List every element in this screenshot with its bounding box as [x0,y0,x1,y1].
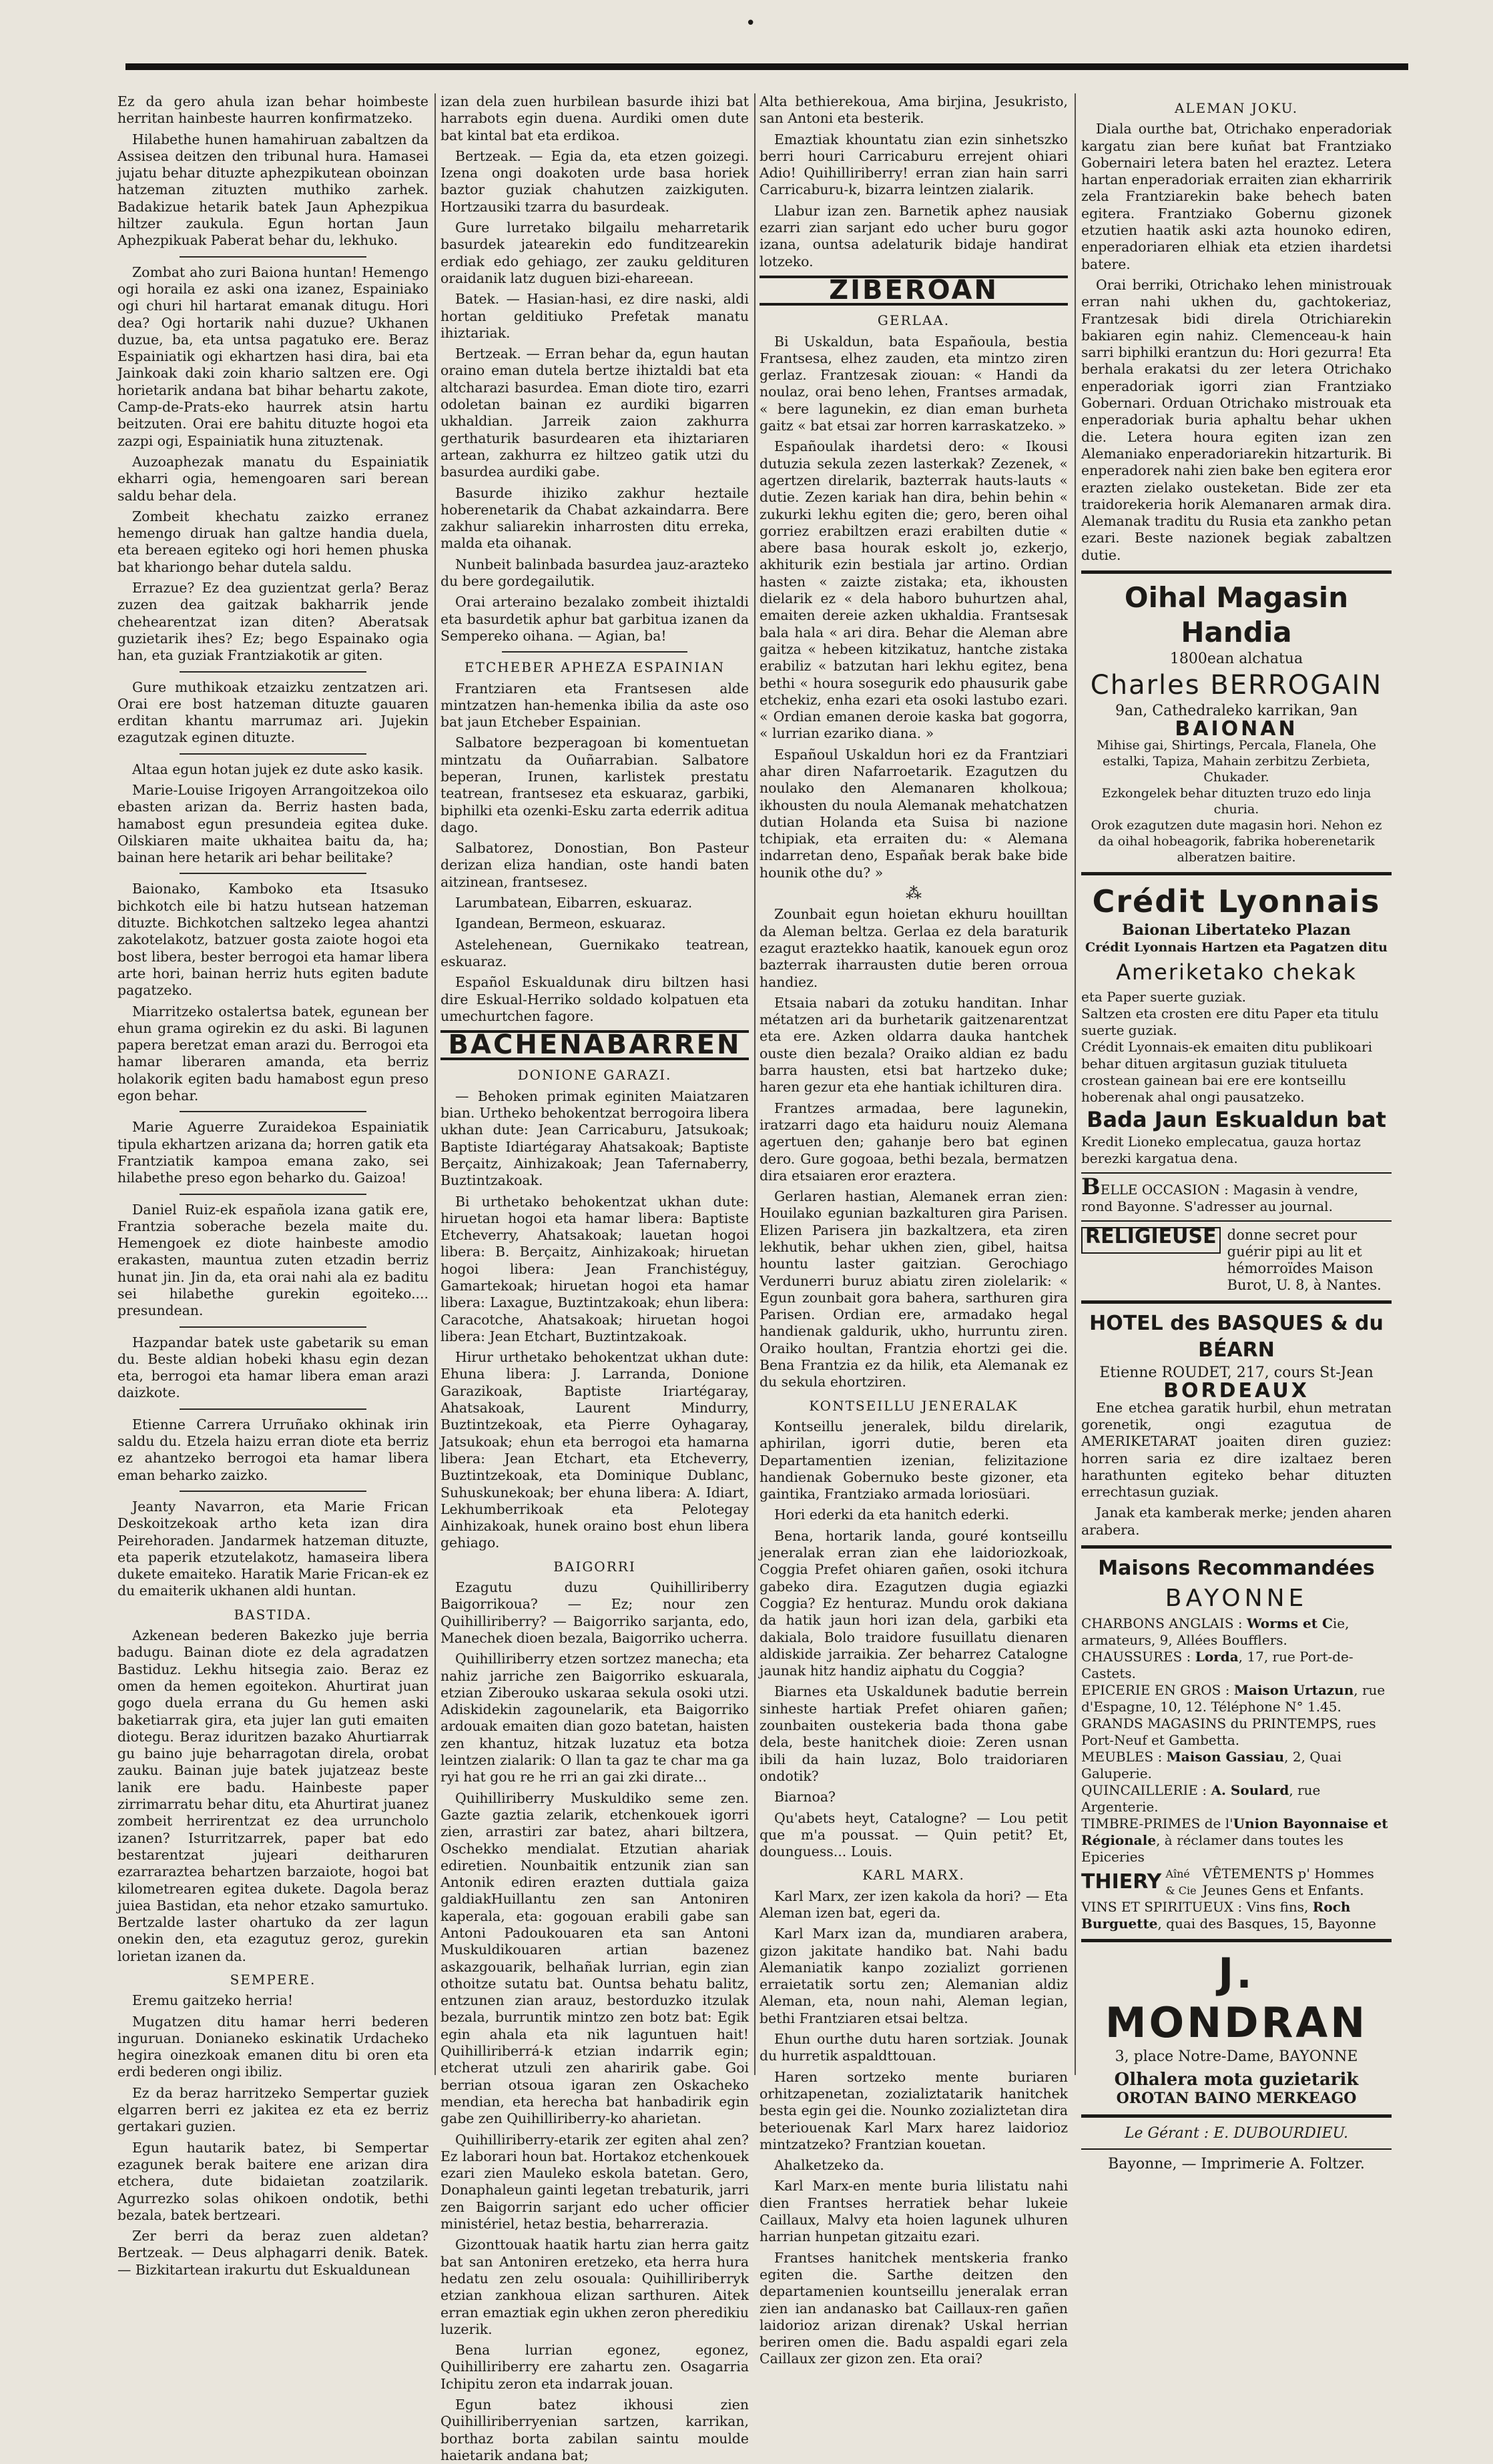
section-title-sempere: SEMPERE. [230,1971,316,1988]
ad-line: Olhalera mota guzietarik [1114,2069,1359,2090]
ad-list-item [1081,1782,1392,1815]
ad-line: Crédit Lyonnais Hartzen eta Pagatzen ditu [1085,940,1388,955]
paragraph: Hori ederki da eta hanitch ederki. [774,1507,1010,1523]
paragraph: Baionako, Kamboko eta Itsasuko bichkotch eile bi hatzu hutsean hatzeman dituzte. Bichkotchen saltzeko legea ahantzi zakotelakotz, batzuer gosta zaiote hogoi eta bost libera, bester berrogoi eta hamar libera arte hori, bainan herriz huts egiten badute pagatzeko. [117,881,428,999]
ad-item-label: EPICERIE EN GROS : [1081,1681,1234,1698]
column-3 [760,93,1068,2367]
ad-item-text: , rue d'Espagne, 10, 12. Téléphone N° 1.45. [1081,1681,1386,1715]
ad-note: Crédit Lyonnais-ek emaiten ditu publikoari behar dituen argitasun guziak titulueta crostean gainean bai ere ere kontseillu hoberenak ahal ongi pausatzeko. [1081,1039,1373,1106]
paragraph: Biarnoa? [774,1789,836,1805]
separator [180,1326,366,1328]
separator [180,873,366,874]
ad-year: 1800ean alchatua [1169,651,1303,668]
ad-items: Mihise gai, Shirtings, Percala, Flanela, Ohe estalki, Tapiza, Mahain zerbitzu Zerbieta, Chukader. [1096,738,1377,785]
ad-item-label: VINS ET SPIRITUEUX : Vins fins, [1081,1898,1313,1915]
ad-title: HOTEL des BASQUES & du BÉARN [1089,1312,1384,1362]
ad-item-text: Aîné & C [1165,1867,1190,1897]
paragraph: Bertzeak. — Egia da, eta etzen goizegi. Izena ongi doakoten urde basa horiek baztor guziak chahutzen zaizkiguten. Hortzausiki tzarra du basurdeak. [440,147,749,215]
paragraph: Diala ourthe bat, Otrichako enperadoriak kargatu zian bere kuñat bat Frantziako Gobernairi letera baten hel eraztez. Letera hartan enperadoriak erraiten zian ekharririk zela Frantziarekin bake behech baten egitera. Frantziako Gobernu gizonek etzutien haatik aski azta hounoko ediren, enperadoriaren elhiak eta etzien ihardetsi batere. [1081,121,1392,272]
paragraph: Egun hautarik batez, bi Sempertar ezagunek berak baitere ene arizan dira etchera, dute bidaietan zoatzilarik. Agurrezko solas ohikoen ondotik, bethi bezala, batek bertzeari. [117,2139,428,2223]
paragraph: Marie-Louise Irigoyen Arrangoitzekoa oilo ebasten arizan da. Berriz hasten bada, hamabost egun presundeia egitea duke. Oilskiaren maite ukhaitea baitu da, ha; bainan here hetarik ari behar beilitake? [117,781,428,866]
section-title-marx: KARL MARX. [862,1867,965,1884]
ad-item-label: TIMBRE-PRIMES de l' [1081,1815,1233,1831]
ad-item-label: MEUBLES : [1081,1748,1167,1765]
ad-rule [1081,2148,1392,2150]
ad-list-item [1081,1649,1392,1682]
ad-religieuse [1081,1227,1392,1294]
ad-item-text: , quai des Basques, 15, Bayonne [1157,1915,1376,1932]
paragraph: Igandean, Bermeon, eskuaraz. [455,915,666,932]
paragraph: Ez da gero ahula izan behar hoimbeste herritan hainbeste haurren konfirmatzeko. [117,93,428,127]
ad-item-label: CHARBONS ANGLAIS : [1081,1615,1247,1631]
ad-rule [1081,1172,1392,1174]
paragraph: Quihilliriberry-etarik zer egiten ahal zen? Ez laborari houn bat. Hortakoz etchenkouek ezari zien Mauleko eskola batetan. Gero, Donaphaleun gainti legetan trebaturik, jarri zen Baigorrin sarjant edo ucher officier ministériel, hetaz bestia, beharrerazia. [440,2131,749,2232]
paragraph: Hilabethe hunen hamahiruan zabaltzen da Assisea deitzen den tribunal hura. Hamasei jujatu behar dituzte aphezpikutean oboinzan hatzeman zituzten muthiko zarhek. Badakizue hetarik batek Jaun Aphezpikua hiltzer zaukula. Egun hortan Jaun Aphezpikuak Paberat behar du, lekhuko. [117,131,428,249]
paragraph: Zer berri da beraz zuen aldetan? Bertzeak. — Deus alphagarri denik. Batek. — Bizkitartean irakurtu dut Eskualdunean [117,2228,428,2278]
ad-rule [1081,1939,1392,1942]
paragraph: Gerlaren hastian, Alemanek erran zien: Houilako egunian bazkalturen gira Parisen. Elizen Parisera jin bazkaltzera, eta ziren lekhutik, behar ukhen zien, gibel, haitsa hountu laster gaitzian. Gerochiago Verdunerri buruz abiatu ziren ziolelarik: « Egun zounbait gora bahera, sarthuren gira Parisen. Ordian ere, armadako hegal handienak galdurik, ukho, hurruntu ziren. Oraiko houltan, Frantzia ehortzi gei die. Bena Frantzia ez da hilik, eta Alemanak ez du sekula ehortziren. [760,1188,1068,1390]
ad-item-text: , 17, rue Port-de-Castets. [1081,1648,1354,1681]
ad-hotel [1081,1310,1392,1539]
paragraph: Gizonttouak haatik hartu zian herra gaitz bat san Antoniren eretzeko, eta herra hura hedatu zen zelu osouala: Quihilliriberryk etzian zankhoua elizan sarthuren. Aitek erran emaztiak egin ukhen zeron pheredikiu luzerik. [440,2236,749,2337]
paragraph: Bi urthetako behokentzat ukhan dute: hiruetan hogoi eta hamar libera: Baptiste Etcheverry, Ahatsakoak; lauetan hogoi libera: B. Berçaitz, Ainhizakoak; hiruetan hogoi libera: Jean Franchistéguy, Gamartekoak; hiruetan hogoi eta hamar libera: Laxague, Buztintzakoak; ehun libera: Caracotche, Ahatsakoak; hiruetan hogoi libera: Jean Etchart, Buztintzakoak. [440,1193,749,1344]
paragraph: Hirur urthetako behokentzat ukhan dute: Ehuna libera: J. Larranda, Donione Garazikoak, Baptiste Iriartégaray, Ahatsakoak, Laurent Mindurry, Buztintzekoak, eta Pierre Oyhagaray, Jatsukoak; ehun eta berrogoi eta hamarna libera: Jean Etchart, eta Etcheverry, Buztintzekoak, eta Dominique Dublanc, Suhuskunekoak; ber ehuna libera: A. Idiart, Lekhumberrikoak eta Pelotegay Ainhizakoak, hunek oraino bost ehun libera gehiago. [440,1349,749,1551]
ad-item-text: , 2, Quai Galuperie. [1081,1748,1341,1781]
paragraph: Egun batez ikhousi zien Quihilliriberryenian sartzen, karrikan, borthaz borta zabilan saintu moulde haietarik andana bat; [440,2397,749,2463]
ad-note: Orok ezagutzen dute magasin hori. Nehon ez da oihal hobeagorik, fabrika hoberenetarik alberatzen baitire. [1091,818,1382,865]
ad-list-item [1081,1682,1392,1715]
ad-rule [1081,872,1392,875]
paragraph: Frantziaren eta Frantsesen alde mintzatzen han-hemenka ibilia da aste oso bat jaun Etcheber Espainian. [440,680,749,731]
paragraph: Karl Marx, zer izen kakola da hori? — Eta Aleman izen bat, egeri da. [760,1888,1068,1921]
paragraph: Bi Uskaldun, bata Españoula, bestia Frantsesa, elhez zauden, eta mintzo ziren gerlaz. Frantzesak ziouan: « Handi da noulaz, orai beno lehen, Frantses armadak, « bere lagunekin, ez dian eman burheta gaitz « bat etsai zar horren karraskatzeko. » [760,333,1068,434]
paragraph: Batek. — Hasian-hasi, ez dire naski, aldi hortan gelditiuko Prefetak manatu ihiztariak. [440,291,749,341]
paragraph: Astelehenean, Guernikako teatrean, eskuaraz. [440,936,749,969]
paragraph: Gure lurretako bilgailu meharretarik basurdek jatearekin edo funditzearekin erdiak edo gehiago, zer zauku geldituren oraidanik latz duguen bizi-ehareean. [440,220,749,286]
ad-list-item [1081,1815,1392,1866]
ad-dropcap: B [1081,1174,1101,1201]
asterism: ⁂ [906,884,922,903]
paragraph: Qu'abets heyt, Catalogne? — Lou petit que m'a poussat. — Quin petit? Et, dounguess... Louis. [760,1809,1068,1860]
paragraph: Zombeit khechatu zaizko erranez hemengo diruak han galtze handia duela, eta bereaen egiteko ogi hori hemen phuska bat khariongo behar dutela saldu. [117,508,428,575]
paragraph: Karl Marx izan da, mundiaren arabera, gizon jakitate handiko bat. Nahi badu Alemaniatik kanpo zozializt gorrienen erraietatik sortu zen; Alemanian aldiz Aleman, eta, noun nahi, Aleman legian, bethi Frantziaren etsai beltza. [760,1926,1068,2026]
paragraph: Daniel Ruiz-ek española izana gatik ere, Frantzia soberache bezela maite du. Hemengoek ez diote hainbeste amodio erakasten, mauntua zuten etzadin berriz hunat jin. Jin da, eta orai nahi ala ez baditu sei hilabethe gurekin egoiteko.... presundean. [117,1201,428,1319]
ad-title: J. MONDRAN [1105,1948,1368,2047]
section-title-baigorri: BAIGORRI [553,1558,636,1575]
paragraph: Biarnes eta Uskaldunek badutie berrein sinheste hartiak Prefet ohiaren gañen; zounbaiten oustekeria bada thona gabe dela, beste hanitchek dioie: Zeren usnan ibili da hain luzaz, Bolo traidoriaren ondotik? [760,1683,1068,1784]
paragraph: Frantzes armadaa, bere lagunekin, iratzarri dago eta haiduru nouiz Alemana agertuen den; gahanje bero bat eginen dero. Gure gogoaa, bethi bezala, bermatzen dira etsaiaren eror eraztera. [760,1100,1068,1184]
ad-item-name: THIERY [1081,1870,1162,1894]
ad-note: Kredit Lioneko emplecatua, gauza hortaz berezki kargatua dena. [1081,1134,1361,1167]
paragraph: Gure muthikoak etzaizku zentzatzen ari. Orai ere bost hatzeman dituzte gauaren erditan khantu marrumaz ari. Jujekin ezagutzak eginen dituzte. [117,679,428,746]
ad-note: Ezkongelek behar dituzten truzo edo linja churia. [1101,786,1372,817]
ad-mondran [1081,1949,1392,2108]
column-1 [117,93,428,2278]
paragraph: Bertzeak. — Erran behar da, egun hautan oraino eman dutela bertze ihiztaldi bat eta altcharazi basurdea. Eman diote tiro, ezarri odoletan bainan ez aurdiki bigarren ukhaldian. Jarreik zaion zakhurra gerthaturik basurdearen eta ihiztariaren artean, zakhurra ez hiltzeo gatik utzi du basurdea aurdiki gabe. [440,346,749,480]
separator [180,1111,366,1112]
ad-item-name: Union Bayonnaise et Régionale [1081,1815,1388,1848]
ad-text: ELLE OCCASION : Magasin à vendre, rond Bayonne. S'adresser au journal. [1081,1182,1359,1215]
ad-maisons [1081,1555,1392,1932]
paragraph: Alta bethierekoua, Ama birjina, Jesukristo, san Antoni eta besterik. [760,93,1068,127]
section-title-gerlaa: GERLAA. [877,312,950,329]
ad-list-item [1081,1866,1392,1899]
paragraph: Etsaia nabari da zotuku handitan. Inhar métatzen ari da burhetarik gaitzenarentzat eta ere. Azken oldarra dauka hantchek ouste dien bezala? Oraiko aldian ez badu barra hausten, etsi bat hartzeko duke; haren gezur eta ehe hantiak ichilturen dira. [760,994,1068,1096]
paragraph: Errazue? Ez dea guzientzat gerla? Beraz zuzen dea gaitzak bakharrik jende chehearentzat izan diten? Aberatsak guzietarik ihes? Ez; bego Espainako ogia han, eta guziak Frantziakotik ar giten. [117,580,428,664]
ad-rule [1081,570,1392,574]
ad-oihal-magasin [1081,580,1392,865]
column-2 [440,93,749,2463]
paragraph: Basurde ihiziko zakhur heztaile hoberenetarik da Chabat azkaindarra. Bere zakhur saliarekin inharrosten ditu erreka, malda eta oihanak. [440,484,749,552]
ad-rule [1081,1545,1392,1549]
paragraph: Frantses hanitchek mentskeria franko egiten die. Sarthe deitzen den departamenien kountseillu jeneralak erran zien ian andanasko bat Caillaux-ren gañen laidorioz arizan direnak? Uskal herrian beriren omen die. Badu aspaldi egari zela Caillaux zer gizon zen. Eta orai? [760,2249,1068,2367]
ad-bada-title: Bada Jaun Eskualdun bat [1087,1107,1386,1133]
ad-city: BAIONAN [1175,717,1298,741]
ad-note: eta Paper suerte guziak. [1081,989,1246,1005]
paragraph: Orai arteraino bezalako zombeit ihiztaldi eta basurdetik aphur bat garbitua izanen da Sempereko oihana. — Agian, ba! [440,594,749,644]
banner-bachenabarren: BACHENABARREN [440,1030,749,1060]
paragraph: Altaa egun hotan jujek ez dute asko kasik. [132,761,424,777]
ad-address: 9an, Cathedraleko karrikan, 9an [1115,703,1358,720]
section-title-bastida: BASTIDA. [234,1606,312,1623]
paragraph: Larumbatean, Eibarren, eskuaraz. [455,895,693,911]
paragraph: — Behoken primak eginiten Maiatzaren bian. Urtheko behokentzat berrogoira libera ukhan dute: Jean Carricaburu, Jatsukoak; Baptiste Idiartégaray Ahatsakoak; Baptiste Berçaitz, Ainhizakoak; Jean Tafernaberry, Buztintzakoak. [440,1088,749,1189]
ad-item-label: QUINCAILLERIE : [1081,1781,1211,1798]
ad-list-item [1081,1749,1392,1782]
ad-cheques: Ameriketako chekak [1116,959,1357,985]
paragraph: Miarritzeko ostalertsa batek, egunean ber ehun grama ogirekin ez du aski. Bi lagunen papera beretzat eman arazi du. Berrogoi eta hamar liberaren amanda, eta berriz holakorik egiten badu hamabost egun preso egon behar. [117,1003,428,1104]
separator [180,256,366,258]
ad-item-name: Maison Urtazun [1233,1681,1354,1698]
banner-ziberoan: ZIBEROAN [760,276,1068,306]
paragraph: Español Eskualdunak diru biltzen hasi dire Eskual-Herriko soldado kolpatuen eta umechurtchen fagore. [440,974,749,1024]
gerant: Le Gérant : E. DUBOURDIEU. [1124,2124,1349,2142]
section-title-garazi: DONIONE GARAZI. [517,1067,672,1084]
ad-city: BORDEAUX [1163,1379,1309,1403]
ad-rule [1081,2114,1392,2118]
separator [180,1491,366,1492]
paragraph: Eremu gaitzeko herria! [132,1992,294,2009]
paragraph: Nunbeit balinbada basurdea jauz-arazteko du bere gordegailutik. [440,556,749,590]
ad-item-text: , à réclamer dans toutes les Epiceries [1081,1831,1343,1865]
ad-title: Oihal Magasin Handia [1124,581,1349,649]
ad-list-item [1081,1615,1392,1649]
ad-title: RELIGIEUSE [1081,1227,1221,1254]
ad-title: Maisons Recommandées [1098,1556,1375,1580]
column-4 [1081,93,1392,2172]
paragraph: Hazpandar batek uste gabetarik su eman du. Beste aldian hobeki khasu egin dezan eta, berrogoi eta hamar libera eman arazi daizkote. [117,1334,428,1401]
ad-credit-lyonnais [1081,882,1392,1167]
ad-list-item: GRANDS MAGASINS du PRINTEMPS, rues Port-Neuf et Gambetta. [1081,1715,1376,1748]
paragraph: Auzoaphezak manatu du Espainiatik ekharri ogia, hemengoaren sari berean saldu behar dela. [117,453,428,504]
ad-name: Charles BERROGAIN [1090,670,1383,701]
ad-text: donne secret pour guérir pipi au lit et hémorroïdes Maison Burot, U. 8, à Nantes. [1227,1227,1382,1294]
separator [502,651,687,653]
separator [180,1408,366,1410]
separator [180,753,366,755]
paragraph: Zombat aho zuri Baiona huntan! Hemengo ogi horaila ez aski ona izanez, Espainiako ogi churi hil hartarat emanak ditugu. Hori dea? Ogi hortarik nahi duzue? Ukhanen duzue, ba, eta untsa pagatuko ere. Beraz Espainiatik ogi ekhartzen hasi dira, bai eta Jainkoak daki zoin khario saltzen ere. Ogi horietarik andana bat bihar behartu zakote, Camp-de-Prats-eko haurrek atsin hartu beitzuten. Orai ere bahitu dituzte hogoi eta zazpi ogi, Espainiatik huna zituztenak. [117,264,428,449]
paragraph: Kontseillu jeneralek, bildu direlarik, aphirilan, igorri dutie, beren eta Departamentien izenian, felizitazione handienak Gobernuko beste gizoner, eta gaintika, Frantziako armada loriosüari. [760,1418,1068,1503]
imprimerie: Bayonne, — Imprimerie A. Foltzer. [1108,2155,1365,2172]
section-title-aleman: ALEMAN JOKU. [1174,100,1299,116]
ad-rule [1081,1300,1392,1304]
paragraph: Españoul Uskaldun hori ez da Frantziari ahar diren Nafarroetarik. Ezagutzen du noulako den Alemanaren kholkoua; ikhousten du noula Alemanak mehatchatzen dutian Holanda eta Suisa bi nazione tchipiak, eta erraiten du: « Alemana indarretan deno, Españak berak bake bide hounik othe du? » [760,746,1068,881]
paragraph: Mugatzen ditu hamar herri bederen inguruan. Donianeko eskinatik Urdacheko hegira oinezkoak emanen ditu bi oren eta erdi bederen ongi ibiliz. [117,2013,428,2080]
ad-item-name: Lorda [1195,1648,1239,1665]
ad-city: BAYONNE [1165,1584,1308,1612]
ad-title: Crédit Lyonnais [1092,883,1381,920]
paragraph: Quihilliriberry etzen sortzez manecha; eta nahiz jarriche zen Baigorriko eskuarala, etzian Ziberouko uskaraa sekula osoki utzi. Adiskidekin zagounelarik, eta Baigorriko ardouak emaiten dian gozo batetan, haisten zen khantuz, hitzak luzatuz eta botza leintzen zialarik: O llan ta gaz te char ma ga ryi hat gou re he rri an gai zki dirate... [440,1651,749,1785]
ad-item-name: Roch Burguette [1081,1898,1351,1932]
ad-belle-occasion [1081,1174,1392,1215]
ad-address: 3, place Notre-Dame, BAYONNE [1115,2048,1358,2065]
paragraph: Azkenean bederen Bakezko juje berria badugu. Bainan diote ez dela agradatzen Bastiduz. Lekhu hitsegia zaio. Beraz ez omen da hemen egoitekon. Ahurtirat juan gogo duela errana du Gu hemen aski baketiarrak gira, eta jujer lan guti emaiten diotegu. Beraz iduritzen bazako Ahurtiarrak gu baino juje beharragotan direla, orobat zauku. Bainan juje batek jujatzeaz beste lanik ere badu. Hainbeste paper zirrimarratu behar ditu, eta Ahurtirat juanez zombeit herrirentzat ez dea urruncholo izanen? Isturritzarrek, paper bat edo bestarentzat jujeari deitharuren ezarraraztea behartzen barzaiote, hogoi bat kilometrearen egitea dukete. Dagola beraz juiea Bastidan, eta nehor etzako samurtuko. Bertzalde laster ohartuko da zer lagun onekin den, eta ezagutuz geroz, gurekin lorietan izanen da. [117,1627,428,1964]
paragraph: Bena lurrian egonez, egonez, Quihilliriberry ere zahartu zen. Osagarria Ichipitu zeron eta indarrak jouan. [440,2342,749,2392]
paragraph: Haren sortzeko mente buriaren orhitzapenetan, zozializtatarik hanitchek besta egin gei die. Nounko zozializtetan dira beteriouenak Karl Marx harez laidorioz mintzatzeko? Frantzian kouetan. [760,2068,1068,2152]
ad-item-label: CHAUSSURES : [1081,1648,1195,1665]
paragraph: Ezagutu duzu Quihilliriberry Baigorrikoua? — Ez; nour zen Quihilliriberry? — Baigorriko sarjanta, edo, Manechek dioen bezala, Baigorriko ucherra. [440,1579,749,1646]
ad-item-name: A. Soulard [1211,1781,1289,1798]
ad-item-name: Worms et C [1246,1615,1333,1631]
paragraph: Orai berriki, Otrichako lehen ministrouak erran nahi ukhen du, gachtokeriaz, Frantzesak bidi direla Otrichiarekin bakiaren egin nahiz. Clemenceau-k hain sarri biphilki erantzun du: Hori gezurra! Eta berhala erakatsi du zer letera Otrichako enperadoriak igorri zian Frantziako Gobernari. Orduan Otrichako mistrouak eta enperadoriak buria aphaltu behar ukhen die. Letera houra egiten izan zen Alemaniako enperadoriarekin hitzarturik. Bi enperadorek nahi zien bake ben egitera eror erazten zielako ousteketan. Bide zer eta traidorekeria horik Alemanaren armak dira. Alemanak traditu du Rusia eta zankho petan ezari. Beste nazionek begiak zabaltzen dutie. [1081,276,1392,563]
ad-list-item [1081,1899,1392,1932]
paragraph: Ez da beraz harritzeko Sempertar guziek elgarren berri ez jakitea ez eta ez berriz gertakari guzien. [117,2084,428,2135]
column-divider [1075,93,1076,2075]
separator [180,671,366,673]
paragraph: Jeanty Navarron, eta Marie Frican Deskoitzekoak artho keta izan dira Peirehoraden. Jandarmek hatzeman dituzte, eta paperik etzutelakotz, hamaseira libera dukete emaiteko. Haratik Marie Frican-ek ez du emaiterik ukhanen aldi huntan. [117,1498,428,1599]
ad-item-sub [1165,1866,1198,1899]
column-divider [434,93,436,2075]
paragraph: Zounbait egun hoietan ekhuru houilltan da Aleman beltza. Gerlaa ez dela baraturik ezagut eraztekko haatik, kanouek egun oroz bazterrak iharrausten dutie beren orroua handiez. [760,906,1068,990]
ad-subtitle: Baionan Libertateko Plazan [1122,921,1351,939]
section-title-etcheber: ETCHEBER APHEZA ESPAINIAN [464,659,725,676]
top-rule [125,63,1408,70]
ad-line: OROTAN BAINO MERKEAGO [1116,2089,1357,2107]
ad-item-name: Maison Gassiau [1166,1748,1285,1765]
paragraph: Españoulak ihardetsi dero: « Ikousi dutuzia sekula zezen lasterkak? Zezenek, « agertzen direlarik, bazterrak hauts-lauts « dutie. Zezen kariak han dira, behin behin « zukurki lekhu egiten die; gero, beren oihal gorriez erabiltzen erazi erabilten dutie « abere basa hourak eskolt jo, ezkerjo, akhiturik ezin bestiala jar artino. Ordian hasten « zaizte zistaka; eta, ikhousten dielarik ez « dela haboro buhurtzen ahal, emaiten dereie azken ukhaldia. Frantsesak bala hala « ari dira. Behar die Aleman abre gaitza « hebeen kitzikatuz, hantche zistaka erabiliz « batzutan hari lekhu egitez, bena bethi « houra sosegurik edo phausurik gabe etchekiz, enha ezari eta osoki lastubo ezari. « Ordian emanen deroie kaska bat gogorra, « lurrian ezariko diana. » [760,438,1068,742]
ad-note: Janak eta kamberak merke; jenden aharen arabera. [1081,1505,1392,1538]
paragraph: Llabur izan zen. Barnetik aphez nausiak ezarri zian sarjant edo ucher buru gogor izana, ountsa adelaturik bidaje handirat lotzeko. [760,202,1068,270]
ad-note: Saltzen eta crosten ere ditu Paper eta titulu suerte guziak. [1081,1005,1379,1039]
paragraph: Salbatorez, Donostian, Bon Pasteur derizan eliza handian, oste handi baten aitzinean, frantsesez. [440,840,749,890]
top-mark: • [745,13,756,33]
ad-owner: Etienne ROUDET, 217, cours St-Jean [1099,1364,1374,1382]
paragraph: Ehun ourthe dutu haren sortziak. Jounak du hurretik aspaldttouan. [760,2031,1068,2064]
paragraph: Ahalketzeko da. [774,2157,884,2174]
paragraph: Etienne Carrera Urruñako okhinak irin saldu du. Etzela haizu erran diote eta berriz ez ahantzeko berrogoi eta hamar libera eman beharko zaizko. [117,1416,428,1483]
column-divider [754,93,756,2075]
ad-text: Ene etchea garatik hurbil, ehun metratan gorenetik, ongi ezagutua de AMERIKETARAT joaiten diren guziez: horren saria ez dire izaltaez beren harathunten egiteko behar dituzten errechtasun guziak. [1081,1399,1392,1501]
ad-rule [1081,1220,1392,1222]
paragraph: Marie Aguerre Zuraidekoa Espainiatik tipula ekhartzen arizana da; horren gatik eta Frantziatik kampoa emana zako, sei hilabethe preso egon beharko du. Gaizoa! [117,1119,428,1186]
ad-item-text: , rue Argenterie. [1081,1781,1321,1815]
separator [180,1194,366,1195]
paragraph: izan dela zuen hurbilean basurde ihizi bat harrabots egin duena. Aurdiki omen dute bat kintal bat eta erdikoa. [440,93,749,143]
paragraph: Salbatore bezperagoan bi komentuetan mintzatu da Ouñarrabian. Salbatore beperan, Irunen, karlistek prestatu teatrean, frantsesez eta eskuaraz, garbiki, biphilki eta ozenki-Esku zarta ederrik aditua dago. [440,735,749,835]
paragraph: Karl Marx-en mente buria lilistatu nahi dien Frantses herratiek behar lukeie Caillaux, Malvy eta hoien lagunek ulhuren harrian hunpetan gitzaitu ezari. [760,2178,1068,2245]
paragraph: Quihilliriberry Muskuldiko seme zen. Gazte gaztia zelarik, etchenkouek igorri zien, arrastiri zar batez, ahari biltzera, Oschekko mendialat. Etzutian ahariak ediretien. Nounbaitik entzunik zian san Antonik ediren erazten duttiala gaiza galdiakHuillantu zen san Antoniren kaperala, eta: gogouan erabili gabe san Antoni Padoukouaren eta san Antoni Muskuldikouaren artian bazenez askazgouarik, belhañak lurrian, egin zian othoitze sutatu bat. Ountsa behatu balitz, entzunen zian arauz, bestorduzko itzulak bezala, burruntik mintzo zen botz bat: Egik egin ahala eta nik laguntuen hait! Quihilliriberrá-k etzian indarrik egin; etcherat utzuli zen aharirik gabe. Goi berrian otsoua igaran zen Oskacheko mendian, eta herecha bat hanbadirik egin gabe zen Quihilliriberry-ko aharietan. [440,1789,749,2127]
paragraph: Bena, hortarik landa, gouré kontseillu jeneralak erran zian ehe laidoriozkoak, Coggia Prefet ohiaren gañen, osoki itchura gabeko dira. Ezagutzen dugia egiazki Coggia? Ez henturaz. Mundu orok dakiana da hatik jaun hori izan dela, garbiki eta dakiala, Bolo traidore fusuillatu dienaren aldiskide jarraikia. Zer beharrez Catalogne jaunak hitz handiz aiphatu du Coggia? [760,1527,1068,1679]
ad-item-text: ie [1187,1884,1197,1897]
section-title-kontseillu: KONTSEILLU JENERALAK [809,1397,1018,1414]
ad-item-text: ie, armateurs, 9, Allées Boufflers. [1081,1615,1350,1648]
ad-item-text: VÊTEMENTS p' Hommes Jeunes Gens et Enfants. [1202,1865,1374,1898]
paragraph: Emaztiak khountatu zian ezin sinhetszko berri houri Carricaburu errejent ohiari Adio! Quihilliriberry! erran zian hain sarri Carricaburu-k, bizarra leintzen zialarik. [760,131,1068,198]
